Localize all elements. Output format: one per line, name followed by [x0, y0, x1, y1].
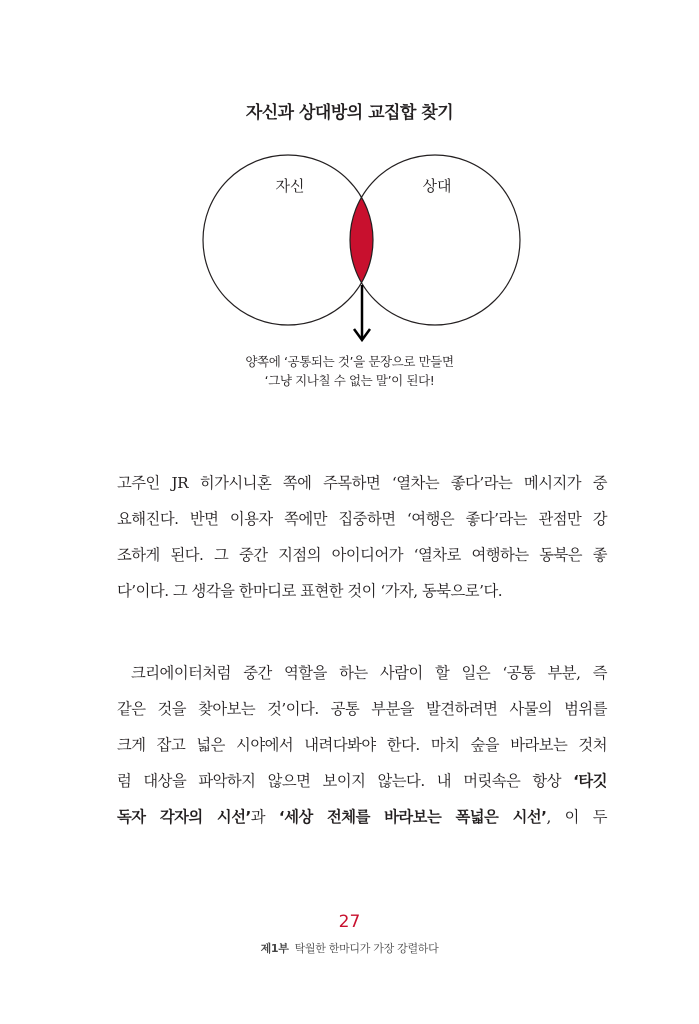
text-line: 조하게 된다. 그 중간 지점의 아이디어가 ‘열차로 여행하는 동북은 좋: [117, 546, 607, 564]
figure-title: 자신과 상대방의 교집합 찾기: [245, 103, 454, 123]
figure-caption: [0, 352, 699, 390]
text-line: 같은 것을 찾아보는 것’이다. 공통 부분을 발견하려면 사물의 범위를: [117, 700, 607, 718]
caption-line: ‘그냥 지나칠 수 없는 말’이 된다!: [264, 373, 435, 388]
text-span: 과: [250, 808, 266, 826]
text-span: , 이 두: [546, 808, 607, 826]
emphasis-text: 독자 각자의 시선’: [117, 808, 251, 826]
text-line: [117, 763, 607, 799]
venn-diagram: [0, 0, 699, 360]
text-line: 고주인 JR 히가시니혼 쪽에 주목하면 ‘열차는 좋다’라는 메시지가 중: [117, 474, 607, 492]
text-line: 크게 잡고 넓은 시야에서 내려다봐야 한다. 마치 숲을 바라보는 것처: [117, 736, 607, 754]
caption-line: 양쪽에 ‘공통되는 것’을 문장으로 만들면: [245, 354, 454, 369]
right-circle-label: 상대: [422, 177, 452, 195]
text-line: [117, 655, 607, 691]
left-circle-label: 자신: [275, 177, 305, 195]
page-number: 27: [338, 912, 361, 932]
text-line: [117, 799, 607, 835]
text-span: 크리에이터처럼 중간 역할을 하는 사람이 할 일은 ‘공통 부분, 즉: [131, 664, 607, 682]
part-label: 제1부: [260, 942, 289, 955]
text-span: 럼 대상을 파악하지 않으면 보이지 않는다. 내 머릿속은 항상: [117, 772, 561, 790]
text-line: 다’이다. 그 생각을 한마디로 표현한 것이 ‘가자, 동북으로’다.: [117, 582, 503, 600]
chapter-title: 탁월한 한마디가 가장 강렬하다: [294, 942, 439, 955]
emphasis-text: ‘세상 전체를 바라보는 폭넓은 시선’: [278, 808, 547, 826]
paragraph-1: [117, 465, 607, 609]
paragraph-2: [117, 655, 607, 835]
emphasis-text: ‘타깃: [573, 772, 607, 790]
text-line: 요해진다. 반면 이용자 쪽에만 집중하면 ‘여행은 좋다’라는 관점만 강: [117, 510, 607, 528]
running-footer: [0, 940, 699, 956]
